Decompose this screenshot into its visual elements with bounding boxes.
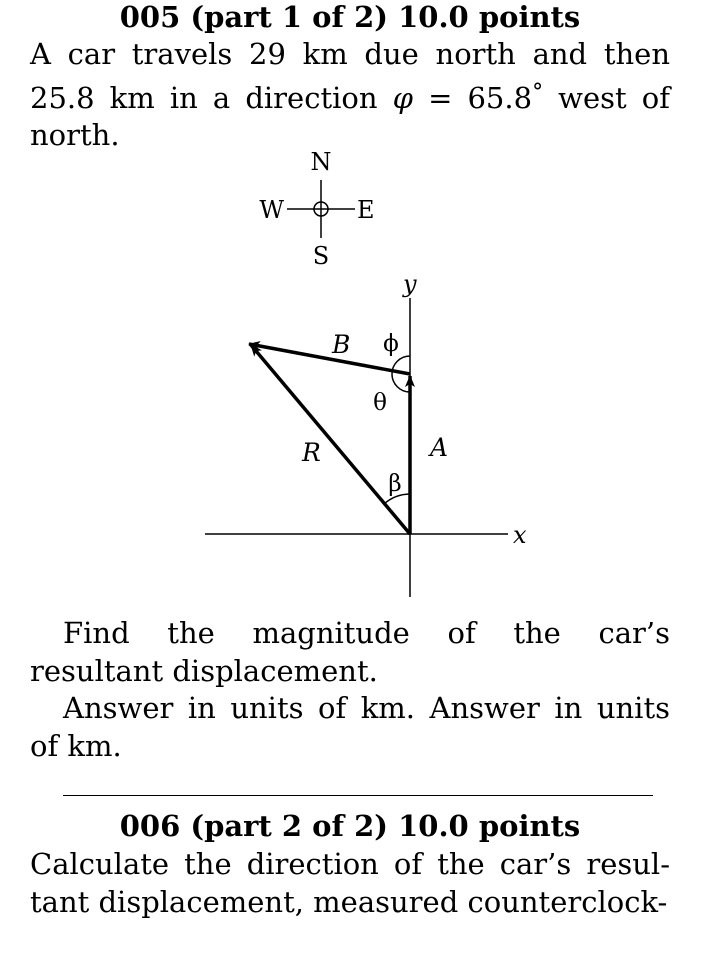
compass-east-label: E (357, 196, 375, 224)
vector-diagram (0, 140, 726, 600)
phi-symbol: φ (392, 80, 413, 115)
compass-rose (259, 148, 374, 270)
problem-006-heading: 006 (part 2 of 2) 10.0 points (119, 809, 581, 843)
problem-006-statement: Calculate the direction of the car’s resul- tant displacement, measured counterclock- (30, 847, 670, 919)
statement-text-start: A car travels 29 km due north and then 25.8 km in a direction (30, 37, 670, 115)
y-axis-label: y (403, 270, 417, 298)
problem-005-answer-units: Answer in units of km. Answer in units of km. (30, 691, 670, 763)
problem-005-question: Find the magnitude of the car’s resultant displacement. (30, 616, 670, 688)
statement-text-end: west of north. (30, 80, 671, 152)
compass-south-label: S (312, 242, 330, 270)
compass-west-label: W (259, 196, 284, 224)
section-divider (63, 795, 653, 796)
problem-005-heading: 005 (part 1 of 2) 10.0 points (119, 0, 581, 34)
vector-r-arrow (251, 345, 410, 534)
compass-north-label: N (310, 148, 332, 176)
vector-r-label: R (302, 438, 321, 467)
degree-symbol: ° (532, 79, 544, 105)
vector-b-label: B (332, 330, 351, 359)
phi-angle-label: ϕ (383, 331, 399, 357)
vector-a-label: A (430, 433, 449, 462)
theta-angle-label: θ (373, 390, 387, 416)
problem-005-statement (30, 36, 670, 155)
x-axis-label: x (513, 521, 527, 549)
beta-angle-label: β (388, 471, 402, 497)
statement-value: = 65.8 (412, 80, 533, 115)
